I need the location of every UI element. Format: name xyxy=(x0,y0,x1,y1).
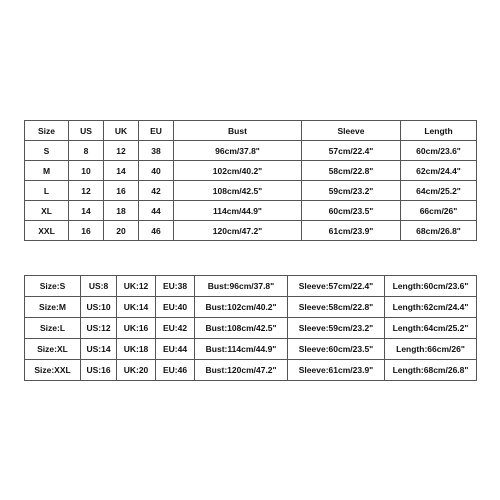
header-row xyxy=(25,121,477,141)
cell-sleeve: 61cm/23.9" xyxy=(302,221,401,241)
cell-sleeve: 57cm/22.4" xyxy=(302,141,401,161)
table-row xyxy=(25,221,477,241)
cell-us: US:16 xyxy=(81,360,117,381)
table-row xyxy=(25,360,477,381)
cell-length: Length:64cm/25.2" xyxy=(385,318,477,339)
header-sleeve: Sleeve xyxy=(302,121,401,141)
cell-uk: 20 xyxy=(104,221,139,241)
cell-length: Length:66cm/26" xyxy=(385,339,477,360)
cell-size: XXL xyxy=(25,221,69,241)
cell-uk: 12 xyxy=(104,141,139,161)
cell-bust: Bust:108cm/42.5" xyxy=(195,318,288,339)
cell-eu: EU:38 xyxy=(156,276,195,297)
cell-size: Size:XXL xyxy=(25,360,81,381)
cell-size: Size:L xyxy=(25,318,81,339)
header-eu: EU xyxy=(139,121,174,141)
table-row xyxy=(25,276,477,297)
cell-length: 60cm/23.6" xyxy=(401,141,477,161)
cell-length: 62cm/24.4" xyxy=(401,161,477,181)
cell-uk: UK:18 xyxy=(117,339,156,360)
cell-uk: UK:12 xyxy=(117,276,156,297)
cell-size: Size:M xyxy=(25,297,81,318)
cell-sleeve: 58cm/22.8" xyxy=(302,161,401,181)
cell-sleeve: Sleeve:61cm/23.9" xyxy=(288,360,385,381)
cell-sleeve: Sleeve:60cm/23.5" xyxy=(288,339,385,360)
cell-length: 64cm/25.2" xyxy=(401,181,477,201)
header-length: Length xyxy=(401,121,477,141)
cell-uk: 16 xyxy=(104,181,139,201)
cell-bust: Bust:102cm/40.2" xyxy=(195,297,288,318)
header-bust: Bust xyxy=(174,121,302,141)
cell-bust: Bust:120cm/47.2" xyxy=(195,360,288,381)
cell-bust: 120cm/47.2" xyxy=(174,221,302,241)
size-chart-labeled-table xyxy=(24,275,477,381)
cell-size: Size:S xyxy=(25,276,81,297)
cell-uk: UK:14 xyxy=(117,297,156,318)
cell-us: 10 xyxy=(69,161,104,181)
cell-eu: EU:42 xyxy=(156,318,195,339)
table-row xyxy=(25,318,477,339)
cell-bust: 108cm/42.5" xyxy=(174,181,302,201)
cell-uk: 14 xyxy=(104,161,139,181)
cell-length: 66cm/26" xyxy=(401,201,477,221)
cell-bust: 96cm/37.8" xyxy=(174,141,302,161)
size-chart-table xyxy=(24,120,477,241)
cell-us: 14 xyxy=(69,201,104,221)
cell-size: M xyxy=(25,161,69,181)
cell-eu: EU:46 xyxy=(156,360,195,381)
cell-size: S xyxy=(25,141,69,161)
header-us: US xyxy=(69,121,104,141)
table-row xyxy=(25,339,477,360)
cell-us: US:10 xyxy=(81,297,117,318)
header-uk: UK xyxy=(104,121,139,141)
cell-eu: 40 xyxy=(139,161,174,181)
cell-bust: 102cm/40.2" xyxy=(174,161,302,181)
cell-eu: 42 xyxy=(139,181,174,201)
cell-sleeve: Sleeve:57cm/22.4" xyxy=(288,276,385,297)
cell-eu: 38 xyxy=(139,141,174,161)
table-row xyxy=(25,201,477,221)
cell-eu: 44 xyxy=(139,201,174,221)
cell-us: US:12 xyxy=(81,318,117,339)
cell-sleeve: Sleeve:58cm/22.8" xyxy=(288,297,385,318)
cell-us: US:8 xyxy=(81,276,117,297)
table-row xyxy=(25,141,477,161)
table-row xyxy=(25,181,477,201)
cell-bust: Bust:114cm/44.9" xyxy=(195,339,288,360)
cell-eu: EU:40 xyxy=(156,297,195,318)
cell-size: Size:XL xyxy=(25,339,81,360)
cell-bust: Bust:96cm/37.8" xyxy=(195,276,288,297)
cell-uk: 18 xyxy=(104,201,139,221)
cell-sleeve: Sleeve:59cm/23.2" xyxy=(288,318,385,339)
table-row xyxy=(25,297,477,318)
cell-size: XL xyxy=(25,201,69,221)
table-row xyxy=(25,161,477,181)
cell-bust: 114cm/44.9" xyxy=(174,201,302,221)
cell-us: US:14 xyxy=(81,339,117,360)
cell-length: Length:62cm/24.4" xyxy=(385,297,477,318)
cell-sleeve: 59cm/23.2" xyxy=(302,181,401,201)
cell-us: 16 xyxy=(69,221,104,241)
cell-us: 12 xyxy=(69,181,104,201)
cell-uk: UK:20 xyxy=(117,360,156,381)
cell-us: 8 xyxy=(69,141,104,161)
cell-sleeve: 60cm/23.5" xyxy=(302,201,401,221)
header-size: Size xyxy=(25,121,69,141)
cell-eu: EU:44 xyxy=(156,339,195,360)
cell-length: Length:60cm/23.6" xyxy=(385,276,477,297)
cell-eu: 46 xyxy=(139,221,174,241)
cell-size: L xyxy=(25,181,69,201)
cell-length: 68cm/26.8" xyxy=(401,221,477,241)
cell-uk: UK:16 xyxy=(117,318,156,339)
cell-length: Length:68cm/26.8" xyxy=(385,360,477,381)
